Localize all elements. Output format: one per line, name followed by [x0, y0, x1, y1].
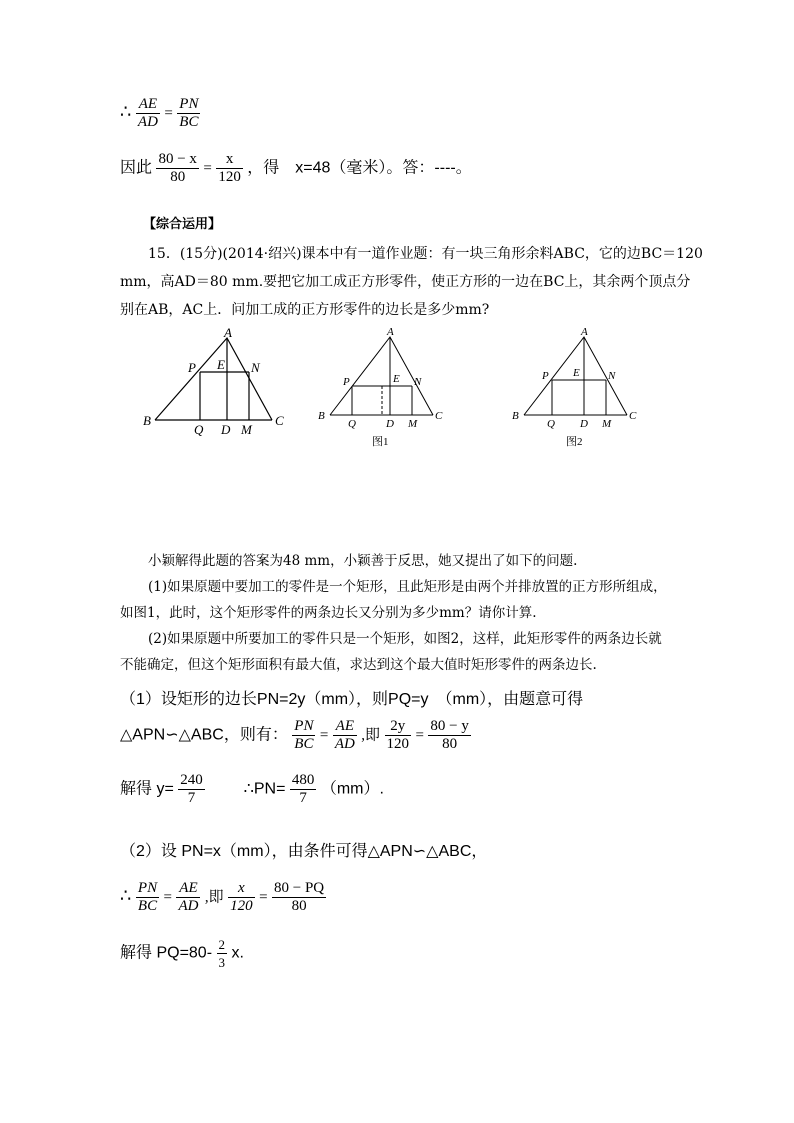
fig1-label-M: M: [408, 418, 418, 430]
therefore-symbol: ∴: [120, 101, 132, 123]
fig2-label-B: B: [512, 410, 519, 422]
fig1-label-D: D: [386, 418, 394, 430]
fig2-label-P: P: [542, 370, 549, 382]
fig2-label-D: D: [580, 418, 588, 430]
fig2-label-C: C: [629, 410, 637, 422]
fig1-label-B: B: [318, 410, 325, 422]
solution-1-line-1: （1）设矩形的边长PN=2y（mm），则PQ=y （mm），由题意可得: [120, 691, 584, 708]
label-E: E: [217, 357, 225, 372]
fig1-label-N: N: [414, 376, 422, 388]
fig2-label-M: M: [602, 418, 612, 430]
result-text: ，得 x=48（毫米）。答：----。: [247, 159, 472, 177]
fig1-caption: 图1: [372, 436, 389, 448]
solution-2-line-1: （2）设 PN=x（mm），由条件可得△APN∽△ABC，: [120, 843, 488, 860]
label-Q: Q: [194, 422, 204, 437]
label-P: P: [188, 360, 196, 375]
figure-main: [155, 338, 272, 420]
fraction-80-x: $\frac{80 - x}{80}$: [158, 151, 197, 185]
followup-questions: 小颖解得此题的答案为48 mm，小颖善于反思，她又提出了如下的问题. (1)如果原题中要加工的零件是一个矩形，且此矩形是由两个并排放置的正方形所组成， 如图1，此时，这个矩形零件的两条边长又分别为多少mm？请你计算. (2)如果原题中所要加工的零件只是一个矩形，如图2，这样，此矩形零件的两条边长就 不能确定，但这个矩形面积有最大值，求达到这个最大值时矩形零件的两条边长.: [120, 553, 667, 673]
solution-2-line-2: ∴ $\frac{PN}{BC}$ = $\frac{AE}{AD}$ ,即 $\frac{x}{120}$ = $\frac{80 - PQ}{80}$: [120, 880, 325, 914]
solution-1-line-2: △APN∽△ABC，则有： $\frac{PN}{BC}$ = $\frac{AE}{AD}$ ,即 $\frac{2y}{120}$ = $\frac{80 - y}{80}$: [120, 718, 469, 752]
fig1-label-Q: Q: [348, 418, 356, 430]
label-B: B: [143, 413, 151, 428]
fig2-label-N: N: [608, 370, 616, 382]
formula-line-2: 因此 $\frac{80 - x}{80}$ = $\frac{x}{120}$ ，得 x=48（毫米）。答：----。: [120, 151, 472, 185]
fig2-caption: 图2: [566, 436, 583, 448]
fraction-pn-bc: $\frac{PN}{BC}$: [179, 96, 199, 130]
formula-line-1: ∴ $\frac{AE}{AD}$ = $\frac{PN}{BC}$: [120, 96, 199, 130]
solution-1-line-3: 解得 y= $\frac{240}{7}$ ∴PN= $\frac{480}{7}$ （mm）.: [120, 772, 384, 806]
label-M: M: [241, 422, 252, 437]
fig1-label-C: C: [435, 410, 443, 422]
fig1-label-P: P: [343, 376, 350, 388]
solution-2-line-3: 解得 PQ=80- $\frac{2}{3}$ x.: [120, 937, 244, 970]
problem-statement: 15．(15分)(2014·绍兴)课本中有一道作业题：有一块三角形余料ABC，它的边BC＝120 mm，高AD＝80 mm.要把它加工成正方形零件，使正方形的一边在BC上，其余两个顶点分 别在AB，AC上．问加工成的正方形零件的边长是多少mm?: [120, 246, 703, 318]
label-A: A: [224, 325, 232, 340]
section-title: 【综合运用】: [143, 217, 222, 232]
fig2-label-Q: Q: [547, 418, 555, 430]
geometry-figures: [140, 325, 650, 455]
fig2-label-E: E: [573, 367, 580, 379]
fig1-label-E: E: [393, 373, 400, 385]
fig1-label-A: A: [387, 326, 394, 338]
label-N: N: [251, 360, 260, 375]
fig2-label-A: A: [581, 326, 588, 338]
label-C: C: [275, 413, 284, 428]
fraction-x-120: $\frac{x}{120}$: [218, 151, 241, 185]
fraction-ae-ad: $\frac{AE}{AD}$: [137, 96, 158, 130]
label-D: D: [221, 422, 231, 437]
